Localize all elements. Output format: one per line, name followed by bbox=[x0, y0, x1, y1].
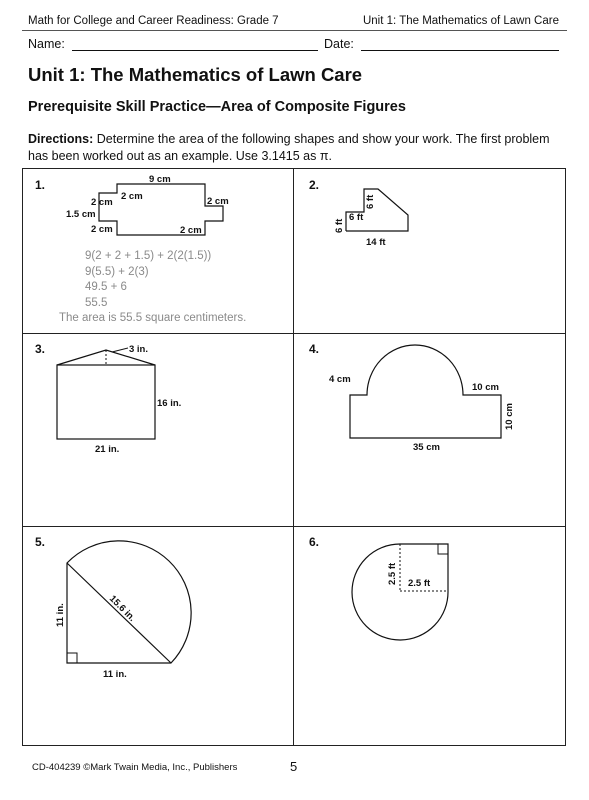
directions bbox=[28, 131, 562, 165]
page-subtitle: Prerequisite Skill Practice—Area of Composite Figures bbox=[28, 99, 406, 115]
name-row bbox=[28, 37, 318, 51]
problem-5-number: 5. bbox=[35, 535, 46, 549]
problem-1-number: 1. bbox=[35, 178, 46, 192]
date-label: Date: bbox=[324, 37, 354, 51]
name-label: Name: bbox=[28, 37, 65, 51]
page-title: Unit 1: The Mathematics of Lawn Care bbox=[28, 64, 363, 85]
directions-label: Directions: bbox=[28, 132, 94, 146]
p1-label-bottom-left: 2 cm bbox=[91, 224, 113, 235]
problem-4-number: 4. bbox=[309, 342, 320, 356]
p4-label-right-height: 10 cm bbox=[504, 403, 515, 430]
problem-1-figure bbox=[23, 169, 293, 249]
date-row bbox=[324, 37, 559, 51]
p4-label-bottom: 35 cm bbox=[413, 442, 440, 453]
p1-label-left-step: 2 cm bbox=[91, 197, 113, 208]
p2-label-left-height: 6 ft bbox=[334, 218, 345, 233]
header-rule bbox=[22, 30, 567, 31]
problem-4-figure bbox=[294, 334, 566, 484]
problem-3-number: 3. bbox=[35, 342, 46, 356]
p1-work-line-3: 49.5 + 6 bbox=[85, 281, 127, 293]
p5-label-hypotenuse: 15.6 in. bbox=[106, 593, 138, 624]
p1-work-line-5: The area is 55.5 square centimeters. bbox=[59, 312, 247, 324]
p1-label-bottom-right: 2 cm bbox=[180, 225, 202, 236]
date-field[interactable] bbox=[361, 39, 559, 51]
p1-work-line-4: 55.5 bbox=[85, 296, 108, 309]
p2-label-top-height: 6 ft bbox=[365, 194, 376, 209]
p6-label-vertical: 2.5 ft bbox=[387, 562, 398, 585]
p1-label-top: 9 cm bbox=[149, 174, 171, 185]
problem-1-work bbox=[59, 249, 247, 327]
page-number: 5 bbox=[290, 759, 298, 774]
p5-label-bottom: 11 in. bbox=[103, 669, 127, 680]
p1-label-left-height: 1.5 cm bbox=[66, 209, 96, 220]
p1-label-notch-top: 2 cm bbox=[121, 191, 143, 202]
problem-5-figure bbox=[23, 527, 293, 697]
p3-label-triangle-height: 3 in. bbox=[129, 344, 149, 355]
p2-label-inner-width: 6 ft bbox=[349, 212, 364, 223]
p1-label-right-step: 2 cm bbox=[207, 196, 229, 207]
problem-6-figure bbox=[294, 527, 566, 697]
footer-publisher: CD-404239 ©Mark Twain Media, Inc., Publishers bbox=[32, 762, 238, 773]
problem-6-number: 6. bbox=[309, 535, 320, 549]
p5-label-left: 11 in. bbox=[55, 603, 66, 627]
p4-label-right: 10 cm bbox=[472, 382, 499, 393]
p6-label-horizontal: 2.5 ft bbox=[408, 578, 431, 589]
p2-label-bottom: 14 ft bbox=[366, 237, 386, 248]
header-right: Unit 1: The Mathematics of Lawn Care bbox=[362, 15, 559, 27]
name-field[interactable] bbox=[72, 39, 318, 51]
p3-label-rect-height: 16 in. bbox=[157, 398, 182, 409]
p3-label-bottom: 21 in. bbox=[95, 444, 120, 455]
p1-work-line-2: 9(5.5) + 2(3) bbox=[85, 265, 149, 278]
p1-work-line-1: 9(2 + 2 + 1.5) + 2(2(1.5)) bbox=[85, 250, 212, 262]
problem-2-figure bbox=[294, 169, 566, 259]
problem-2-number: 2. bbox=[309, 178, 320, 192]
p4-label-left: 4 cm bbox=[329, 374, 351, 385]
directions-text: Determine the area of the following shapes and show your work. The first problem has been worked out as an example. Use 3.1415 as π. bbox=[28, 132, 550, 163]
problem-grid bbox=[22, 168, 566, 746]
header-left: Math for College and Career Readiness: Grade 7 bbox=[28, 15, 279, 27]
problem-3-figure bbox=[23, 334, 293, 484]
